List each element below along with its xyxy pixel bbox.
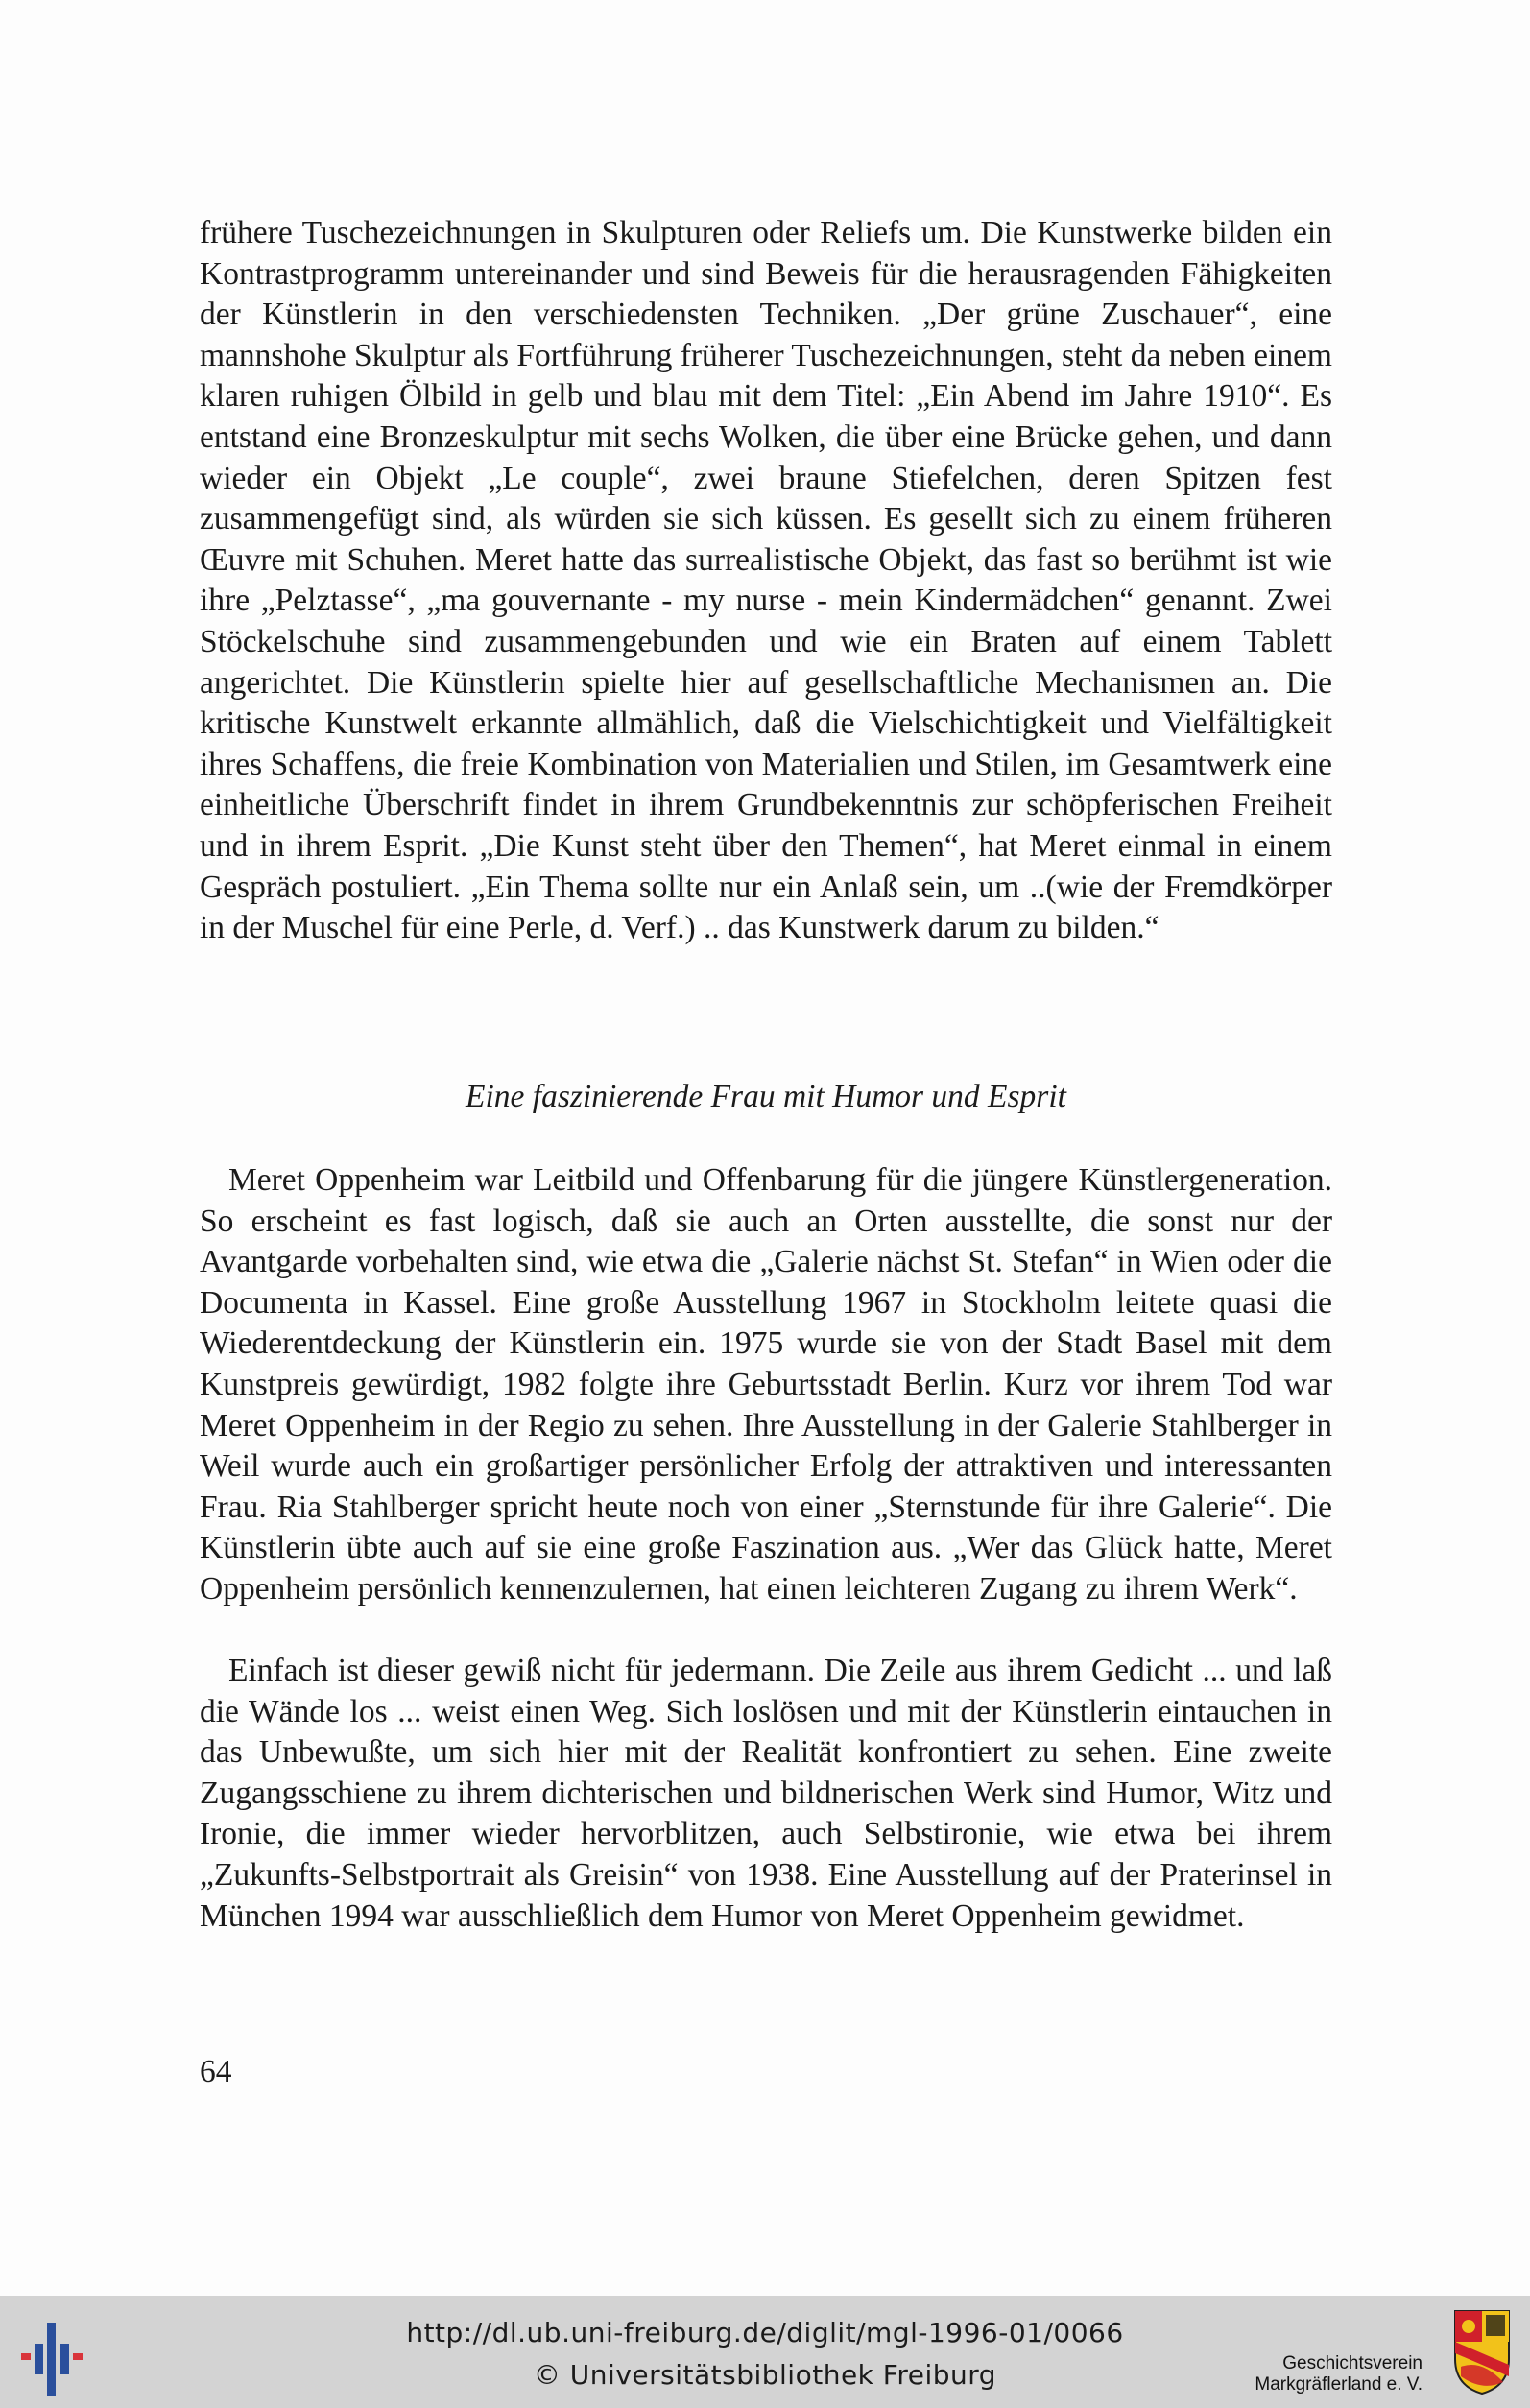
footer-bar — [0, 2296, 1530, 2408]
body-paragraph — [200, 213, 1332, 949]
partner-name-line: Geschichtsverein — [1282, 2353, 1422, 2373]
copyright-text: © Universitätsbibliothek Freiburg — [533, 2359, 997, 2391]
source-url-link[interactable]: http://dl.ub.uni-freiburg.de/diglit/mgl-1996-01/0066 — [406, 2317, 1124, 2348]
coat-of-arms-icon — [1451, 2307, 1513, 2396]
body-paragraph — [200, 1160, 1332, 1610]
paragraph-text: frühere Tuschezeichnungen in Skulpturen oder Reliefs um. Die Kunstwerke bilden ein Kontrastprogramm untereinander und sind Beweis für die herausragenden Fähigkeiten der Künstlerin in den verschiedensten Techniken. „Der grüne Zuschauer“, eine mannshohe Skulptur als Fortführung früherer Tuschezeichnungen, steht da neben einem klaren ruhigen Ölbild in gelb und blau mit dem Titel: „Ein Abend im Jahre 1910“. Es entstand eine Bronzeskulptur mit sechs Wolken, die über eine Brücke gehen, und dann wieder ein Objekt „Le couple“, zwei braune Stiefelchen, deren Spitzen fest zusammengefügt sind, als würden sie sich küssen. Es gesellt sich zu einem früheren Œuvre mit Schuhen. Meret hatte das surrealistische Objekt, das fast so berühmt ist wie ihre „Pelztasse“, „ma gouvernante - my nurse - mein Kindermädchen“ genannt. Zwei Stöckelschuhe sind zusammengebunden und wie ein Braten auf einem Tablett angerichtet. Die Künstlerin spielte hier auf gesellschaftliche Mechanismen an. Die kritische Kunstwelt erkannte allmählich, daß die Vielschichtigkeit und Vielfältigkeit ihres Schaffens, die freie Kombination von Materialien und Stilen, im Gesamtwerk eine einheitliche Überschrift findet in ihrem Grundbekenntnis zur schöpferischen Freiheit und in ihrem Esprit. „Die Kunst steht über den Themen“, hat Meret einmal in einem Gespräch postuliert. „Ein Thema sollte nur ein Anlaß sein, um ..(wie der Fremdkörper in der Muschel für eine Perle, d. Verf.) .. das Kunstwerk darum zu bilden.“ — [200, 215, 1332, 946]
partner-name — [1255, 2353, 1422, 2396]
coat-of-arms-icon[interactable] — [1451, 2307, 1513, 2396]
body-paragraph — [200, 1651, 1332, 1937]
paragraph-text: Einfach ist dieser gewiß nicht für jedermann. Die Zeile aus ihrem Gedicht ... und laß die Wände los ... weist einen Weg. Sich loslösen und mit der Künstlerin eintauchen in das Unbewußte, um sich hier mit der Realität konfrontiert zu sehen. Eine zweite Zugangsschiene zu ihrem dichterischen und bildnerischen Werk sind Humor, Witz und Ironie, die immer wieder hervorblitzen, auch Selbstironie, wie etwa bei ihrem „Zukunfts-Selbstportrait als Greisin“ von 1938. Eine Ausstellung auf der Praterinsel in München 1994 war ausschließlich dem Humor von Meret Oppenheim gewidmet. — [200, 1653, 1332, 1934]
partner-name-line: Markgräflerland e. V. — [1255, 2374, 1422, 2395]
paragraph-text: Meret Oppenheim war Leitbild und Offenbarung für die jüngere Künstlergeneration. So erscheint es fast logisch, daß sie auch an Orten ausstellte, die sonst nur der Avantgarde vorbehalten sind, wie etwa die „Galerie nächst St. Stefan“ in Wien oder die Documenta in Kassel. Eine große Ausstellung 1967 in Stockholm leitete quasi die Wiederentdeckung der Künstlerin ein. 1975 wurde sie von der Stadt Basel mit dem Kunstpreis gewürdigt, 1982 folgte ihre Geburtsstadt Berlin. Kurz vor ihrem Tod war Meret Oppenheim in der Regio zu sehen. Ihre Ausstellung in der Galerie Stahlberger in Weil wurde auch ein großartiger persönlicher Erfolg der attraktiven und interessanten Frau. Ria Stahlberger spricht heute noch von einer „Sternstunde für ihre Galerie“. Die Künstlerin übte auch auf sie eine große Faszination aus. „Wer das Glück hatte, Meret Oppenheim persönlich kennenzulernen, hat einen leichteren Zugang zu ihrem Werk“. — [200, 1162, 1332, 1607]
page-number: 64 — [200, 2054, 232, 2089]
section-heading: Eine faszinierende Frau mit Humor und Esprit — [466, 1079, 1066, 1114]
